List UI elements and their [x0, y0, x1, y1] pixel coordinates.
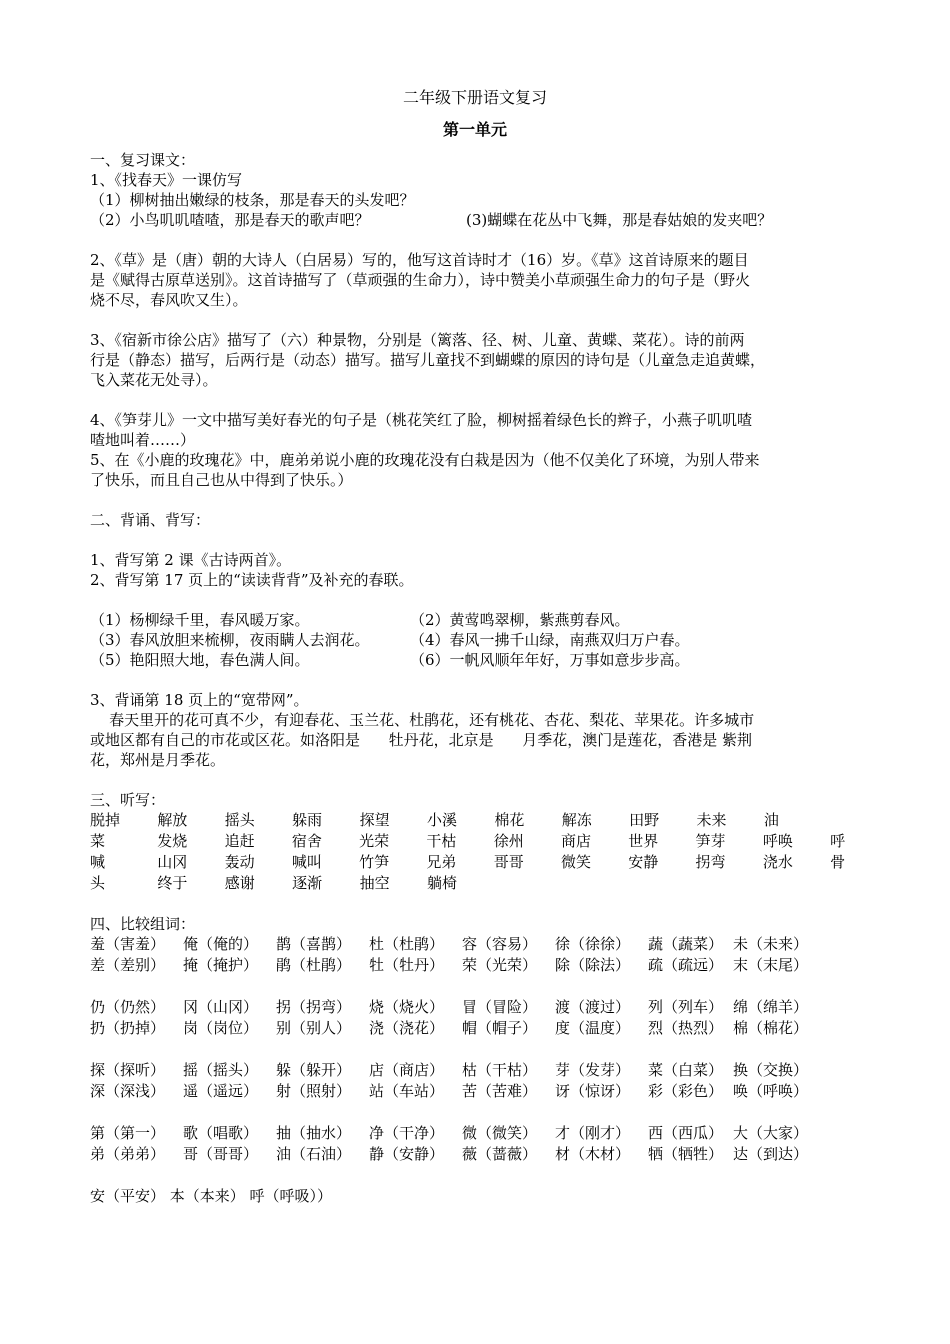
compare-word: 躲（躲开）: [276, 1061, 352, 1079]
compare-word: 微（微笑）: [462, 1124, 538, 1142]
dictation-word: 感谢: [224, 874, 255, 892]
compare-row: [90, 1144, 860, 1165]
dictation-word: 光荣: [359, 832, 390, 850]
text-line: 或地区都有自己的市花或区花。如洛阳是 牡丹花，北京是 月季花，澳门是莲花，香港是 紫荆: [90, 731, 752, 749]
compare-word: 鹃（杜鹃）: [276, 956, 352, 974]
dictation-word: 轰动: [224, 853, 255, 871]
compare-word: 棉（棉花）: [733, 1019, 809, 1037]
text-line: 4、《笋芽儿》一文中描写美好春光的句子是（桃花笑红了脸，柳树摇着绿色长的辫子，小燕子叽叽喳: [90, 411, 753, 429]
compare-word: 唤（呼唤）: [733, 1082, 809, 1100]
dictation-word: 世界: [628, 832, 659, 850]
text-line: 3、《宿新市徐公店》描写了（六）种景物，分别是（篱落、径、树、儿童、黄蝶、菜花）。诗的前两: [90, 331, 745, 349]
dictation-word: 发烧: [157, 832, 188, 850]
dictation-word: 棉花: [494, 811, 525, 829]
compare-word: 牡（牡丹）: [369, 956, 445, 974]
compare-word: 深（深浅）: [90, 1082, 166, 1100]
compare-word: 站（车站）: [369, 1082, 445, 1100]
dictation-word: 兄弟: [426, 853, 457, 871]
text-line: 1、背写第 2 课《古诗两首》。: [90, 551, 292, 569]
compare-word: 渡（渡过）: [555, 998, 631, 1016]
compare-word: 弟（弟弟）: [90, 1145, 166, 1163]
unit-heading: 第一单元: [442, 120, 507, 139]
compare-word: 度（温度）: [555, 1019, 631, 1037]
text-line: 飞入菜花无处寻）。: [90, 371, 218, 389]
compare-word: 绵（绵羊）: [733, 998, 809, 1016]
dictation-word: 菜: [90, 832, 106, 850]
dictation-word: 浇水: [762, 853, 793, 871]
compare-word: 才（刚才）: [555, 1124, 631, 1142]
dictation-word: 脱掉: [90, 811, 121, 829]
dictation-word: 商店: [560, 832, 591, 850]
compare-row: [90, 1123, 860, 1144]
compare-word: 仍（仍然）: [90, 998, 166, 1016]
dictation-word: 哥哥: [493, 853, 524, 871]
dictation-word: 山冈: [157, 853, 188, 871]
compare-word: 店（商店）: [369, 1061, 445, 1079]
text-line: 3、背诵第 18 页上的“宽带网”。: [90, 691, 309, 709]
compare-word: 列（列车）: [648, 998, 724, 1016]
dictation-word: 解放: [157, 811, 188, 829]
dictation-word: 田野: [629, 811, 660, 829]
dictation-word: 干枯: [426, 832, 457, 850]
dictation-word: 油: [763, 811, 779, 829]
dictation-word: 徐州: [493, 832, 524, 850]
compare-word: 枯（干枯）: [462, 1061, 538, 1079]
compare-word: 菜（白菜）: [648, 1061, 724, 1079]
dictation-word: 未来: [696, 811, 727, 829]
compare-word: 浇（浇花）: [369, 1019, 445, 1037]
dictation-row: [90, 831, 860, 852]
compare-word: 芽（发芽）: [555, 1061, 631, 1079]
compare-word: 别（别人）: [276, 1019, 352, 1037]
compare-word: 末（末尾）: [733, 956, 809, 974]
text-line: （2）小鸟叽叽喳喳，那是春天的歌声吧？: [90, 211, 370, 229]
couplet-row: [90, 610, 860, 630]
dictation-word: 躺椅: [426, 874, 457, 892]
section-heading: 三、听写：: [90, 791, 166, 809]
compare-word: 俺（俺的）: [183, 935, 259, 953]
dictation-word: 喊: [90, 853, 106, 871]
document-body: [90, 150, 860, 1206]
compare-word: 油（石油）: [276, 1145, 352, 1163]
compare-word: 帽（帽子）: [462, 1019, 538, 1037]
text-line: 5、在《小鹿的玫瑰花》中，鹿弟弟说小鹿的玫瑰花没有白栽是因为（他不仅美化了环境，为别人带来: [90, 451, 760, 469]
dictation-word: 竹笋: [359, 853, 390, 871]
couplet: （1）杨柳绿千里，春风暖万家。: [90, 611, 310, 629]
text-line: 春天里开的花可真不少，有迎春花、玉兰花、杜鹃花，还有桃花、杏花、梨花、苹果花。许多城市: [90, 711, 755, 729]
couplet: （6）一帆风顺年年好，万事如意步步高。: [410, 651, 690, 669]
couplet: （3）春风放胆来梳柳，夜雨瞒人去润花。: [90, 631, 370, 649]
compare-row: [90, 934, 860, 955]
dictation-word: 宿舍: [291, 832, 322, 850]
compare-word: 薇（蔷薇）: [462, 1145, 538, 1163]
section-heading: 一、复习课文：: [90, 151, 196, 169]
text-line: 花，郑州是月季花。: [90, 751, 226, 769]
dictation-word: 骨: [830, 853, 846, 871]
compare-word: 达（到达）: [733, 1145, 809, 1163]
compare-row: [90, 1081, 860, 1102]
text-line: 是《赋得古原草送别》。这首诗描写了（草顽强的生命力），诗中赞美小草顽强生命力的句子是（野火: [90, 271, 751, 289]
compare-word: 差（差别）: [90, 956, 166, 974]
couplet: （4）春风一拂千山绿，南燕双归万户春。: [410, 631, 690, 649]
dictation-word: 探望: [359, 811, 390, 829]
compare-row: [90, 1018, 860, 1039]
text-line: 喳地叫着……）: [90, 431, 196, 449]
couplet: （5）艳阳照大地，春色满人间。: [90, 651, 310, 669]
couplet-row: [90, 650, 860, 670]
compare-word: 杜（杜鹃）: [369, 935, 445, 953]
compare-word: 疏（疏远）: [648, 956, 724, 974]
text-line: (3)蝴蝶在花丛中飞舞，那是春姑娘的发夹吧？: [466, 211, 773, 229]
compare-word: 哥（哥哥）: [183, 1145, 259, 1163]
compare-word: 掩（掩护）: [183, 956, 259, 974]
compare-word: 歌（唱歌）: [183, 1124, 259, 1142]
compare-word: 第（第一）: [90, 1124, 166, 1142]
text-line: （1）柳树抽出嫩绿的枝条，那是春天的头发吧？: [90, 191, 415, 209]
compare-word: 荣（光荣）: [462, 956, 538, 974]
dictation-word: 追赶: [224, 832, 255, 850]
dictation-word: 终于: [157, 874, 188, 892]
dictation-word: 呼: [830, 832, 846, 850]
text-line: 2、背写第 17 页上的“读读背背”及补充的春联。: [90, 571, 414, 589]
section-heading: 二、背诵、背写：: [90, 511, 211, 529]
compare-word: 射（照射）: [276, 1082, 352, 1100]
dictation-row: [90, 873, 860, 894]
text-line: 烧不尽，春风吹又生）。: [90, 291, 248, 309]
dictation-word: 躲雨: [292, 811, 323, 829]
compare-word: 烧（烧火）: [369, 998, 445, 1016]
section-heading: 四、比较组词：: [90, 915, 196, 933]
text-line: 2、《草》是（唐）朝的大诗人（白居易）写的，他写这首诗时才（16）岁。《草》这首诗原来的题目: [90, 251, 749, 269]
compare-word: 冈（山冈）: [183, 998, 259, 1016]
dictation-word: 微笑: [560, 853, 591, 871]
compare-word: 讶（惊讶）: [555, 1082, 631, 1100]
compare-word: 材（木材）: [555, 1145, 631, 1163]
compare-word: 净（干净）: [369, 1124, 445, 1142]
document-title: 二年级下册语文复习: [402, 88, 547, 107]
compare-word: 除（除法）: [555, 956, 631, 974]
compare-row: [90, 997, 860, 1018]
compare-row: [90, 1060, 860, 1081]
dictation-word: 头: [90, 874, 106, 892]
compare-word: 静（安静）: [369, 1145, 445, 1163]
dictation-word: 拐弯: [695, 853, 726, 871]
text-line: 行是（静态）描写，后两行是（动态）描写。描写儿童找不到蝴蝶的原因的诗句是（儿童急走追黄蝶，: [90, 351, 766, 369]
compare-word-groups: [90, 934, 860, 1186]
compare-word: 拐（拐弯）: [276, 998, 352, 1016]
compare-word: 羞（害羞）: [90, 935, 166, 953]
dictation-word: 小溪: [426, 811, 457, 829]
compare-word: 蔬（蔬菜）: [648, 935, 724, 953]
text-line: 1、《找春天》一课仿写: [90, 171, 243, 189]
compare-word: 鹊（喜鹊）: [276, 935, 352, 953]
dictation-word: 笋芽: [695, 832, 726, 850]
compare-word: 冒（冒险）: [462, 998, 538, 1016]
dictation-word: 抽空: [359, 874, 390, 892]
compare-word: 摇（摇头）: [183, 1061, 259, 1079]
compare-word: 遥（遥远）: [183, 1082, 259, 1100]
compare-word: 大（大家）: [733, 1124, 809, 1142]
compare-word: 未（未来）: [733, 935, 809, 953]
dictation-word: 安静: [628, 853, 659, 871]
compare-word: 扔（扔掉）: [90, 1019, 166, 1037]
dictation-row: [90, 810, 860, 831]
compare-word: 苦（苦难）: [462, 1082, 538, 1100]
couplet: （2）黄莺鸣翠柳，紫燕剪春风。: [410, 611, 630, 629]
compare-row: [90, 955, 860, 976]
compare-word: 西（西瓜）: [648, 1124, 724, 1142]
dictation-word: 解冻: [561, 811, 592, 829]
compare-word: 岗（岗位）: [183, 1019, 259, 1037]
dictation-word: 摇头: [224, 811, 255, 829]
compare-word: 牺（牺牲）: [648, 1145, 724, 1163]
dictation-row: [90, 852, 860, 873]
compare-word: 探（探听）: [90, 1061, 166, 1079]
compare-word: 容（容易）: [462, 935, 538, 953]
dictation-word-grid: [90, 810, 860, 894]
dictation-word: 逐渐: [292, 874, 323, 892]
dictation-word: 呼唤: [762, 832, 793, 850]
dictation-word: 喊叫: [291, 853, 322, 871]
text-line: 了快乐，而且自己也从中得到了快乐。）: [90, 471, 353, 489]
compare-word: 烈（热烈）: [648, 1019, 724, 1037]
couplet-row: [90, 630, 860, 650]
compare-word: 徐（徐徐）: [555, 935, 631, 953]
text-line: 安（平安） 本（本来） 呼（呼吸））: [90, 1187, 333, 1205]
compare-word: 彩（彩色）: [648, 1082, 724, 1100]
compare-word: 抽（抽水）: [276, 1124, 352, 1142]
compare-word: 换（交换）: [733, 1061, 809, 1079]
